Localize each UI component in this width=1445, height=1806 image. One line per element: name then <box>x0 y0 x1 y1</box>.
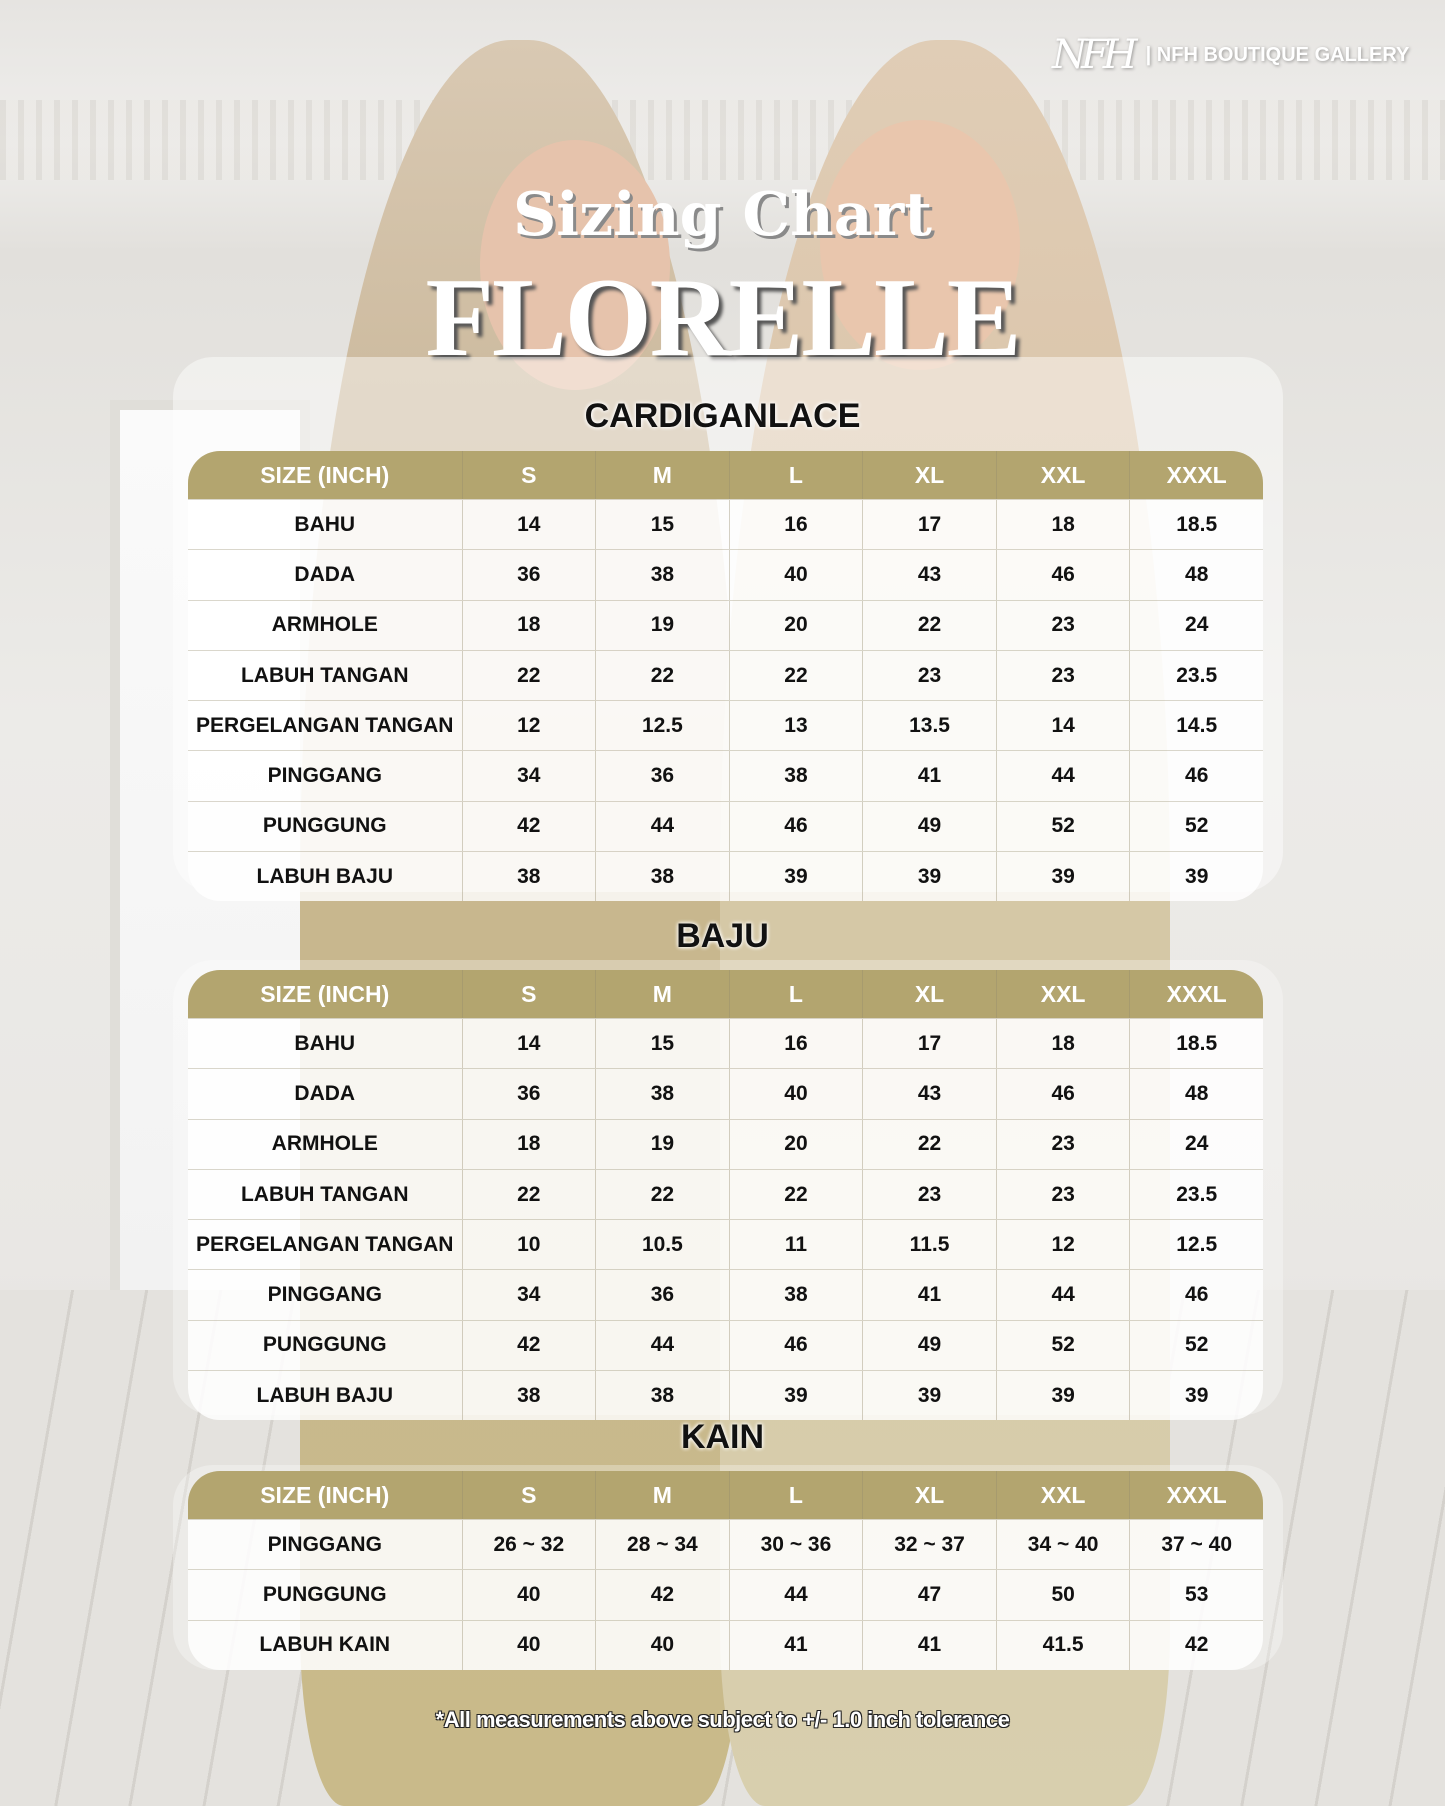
measurement-value: 11 <box>729 1220 863 1269</box>
table-row <box>188 1620 1263 1670</box>
column-header-size: XL <box>862 970 996 1018</box>
measurement-value: 53 <box>1129 1570 1263 1619</box>
column-header-size: S <box>462 1471 596 1519</box>
measurement-value: 38 <box>462 852 596 901</box>
measurement-label: ARMHOLE <box>271 613 378 637</box>
measurement-label: PINGGANG <box>267 764 382 788</box>
measurement-label: PERGELANGAN TANGAN <box>196 1232 454 1256</box>
table-row <box>188 1219 1263 1269</box>
measurement-value: 23 <box>862 651 996 700</box>
measurement-value: 34 <box>462 751 596 800</box>
measurement-value: 18 <box>462 1120 596 1169</box>
brand-logo <box>1052 32 1409 78</box>
measurement-value: 40 <box>462 1621 596 1670</box>
measurement-value: 39 <box>729 852 863 901</box>
table-row <box>188 1370 1263 1420</box>
measurement-value: 46 <box>1129 1270 1263 1319</box>
tolerance-footnote: *All measurements above subject to +/- 1.0 inch tolerance <box>435 1707 1010 1732</box>
measurement-value: 24 <box>1129 601 1263 650</box>
measurement-value: 36 <box>462 550 596 599</box>
measurement-label: DADA <box>294 1081 356 1105</box>
measurement-label: PUNGGUNG <box>262 1582 387 1606</box>
measurement-value: 15 <box>595 500 729 549</box>
table-header-row <box>188 970 1263 1018</box>
measurement-value: 18 <box>996 1019 1130 1068</box>
measurement-value: 23 <box>996 1120 1130 1169</box>
column-header-size: XXXL <box>1129 970 1263 1018</box>
measurement-value: 39 <box>996 1371 1130 1420</box>
measurement-value: 23 <box>862 1170 996 1219</box>
table-row <box>188 1018 1263 1068</box>
measurement-value: 46 <box>996 1069 1130 1118</box>
column-header-size: S <box>462 451 596 499</box>
measurement-label: BAHU <box>294 512 356 536</box>
measurement-value: 38 <box>595 1371 729 1420</box>
measurement-value: 49 <box>862 802 996 851</box>
measurement-value: 30 ~ 36 <box>729 1520 863 1569</box>
measurement-value: 49 <box>862 1321 996 1370</box>
size-table-baju <box>188 970 1263 1420</box>
measurement-value: 52 <box>1129 802 1263 851</box>
section-title-cardiganlace: CARDIGANLACE <box>584 397 861 435</box>
measurement-value: 38 <box>729 751 863 800</box>
measurement-value: 50 <box>996 1570 1130 1619</box>
measurement-value: 18.5 <box>1129 500 1263 549</box>
measurement-value: 18.5 <box>1129 1019 1263 1068</box>
measurement-value: 22 <box>729 651 863 700</box>
column-header-size: XL <box>862 451 996 499</box>
column-header-size: XXXL <box>1129 1471 1263 1519</box>
measurement-value: 39 <box>862 852 996 901</box>
measurement-value: 19 <box>595 601 729 650</box>
measurement-value: 44 <box>996 1270 1130 1319</box>
measurement-value: 52 <box>996 1321 1130 1370</box>
measurement-value: 43 <box>862 550 996 599</box>
table-row <box>188 549 1263 599</box>
table-row <box>188 801 1263 851</box>
size-table-cardiganlace <box>188 451 1263 901</box>
measurement-value: 10.5 <box>595 1220 729 1269</box>
measurement-value: 12 <box>996 1220 1130 1269</box>
measurement-value: 32 ~ 37 <box>862 1520 996 1569</box>
table-header-row <box>188 451 1263 499</box>
measurement-value: 44 <box>595 1321 729 1370</box>
measurement-label: DADA <box>294 562 356 586</box>
measurement-value: 48 <box>1129 1069 1263 1118</box>
measurement-value: 44 <box>996 751 1130 800</box>
column-header-size: M <box>595 970 729 1018</box>
measurement-label: BAHU <box>294 1031 356 1055</box>
measurement-value: 12 <box>462 701 596 750</box>
measurement-value: 13 <box>729 701 863 750</box>
measurement-value: 18 <box>996 500 1130 549</box>
measurement-value: 47 <box>862 1570 996 1619</box>
table-row <box>188 1569 1263 1619</box>
measurement-value: 14 <box>996 701 1130 750</box>
measurement-value: 41 <box>862 751 996 800</box>
measurement-value: 38 <box>595 1069 729 1118</box>
table-row <box>188 700 1263 750</box>
measurement-value: 38 <box>729 1270 863 1319</box>
table-header-row <box>188 1471 1263 1519</box>
measurement-value: 26 ~ 32 <box>462 1520 596 1569</box>
measurement-value: 14 <box>462 500 596 549</box>
table-row <box>188 650 1263 700</box>
measurement-value: 41 <box>862 1270 996 1319</box>
measurement-value: 18 <box>462 601 596 650</box>
column-header-size: XXL <box>996 451 1130 499</box>
measurement-value: 24 <box>1129 1120 1263 1169</box>
column-header-size: XL <box>862 1471 996 1519</box>
measurement-value: 22 <box>595 651 729 700</box>
measurement-value: 48 <box>1129 550 1263 599</box>
measurement-value: 14 <box>462 1019 596 1068</box>
measurement-value: 46 <box>1129 751 1263 800</box>
measurement-label: LABUH KAIN <box>259 1633 391 1657</box>
table-row <box>188 750 1263 800</box>
measurement-value: 23 <box>996 601 1130 650</box>
measurement-value: 16 <box>729 1019 863 1068</box>
table-row <box>188 1068 1263 1118</box>
measurement-value: 44 <box>729 1570 863 1619</box>
measurement-value: 10 <box>462 1220 596 1269</box>
measurement-value: 23 <box>996 1170 1130 1219</box>
measurement-label: PINGGANG <box>267 1532 382 1556</box>
measurement-value: 41 <box>729 1621 863 1670</box>
measurement-label: PERGELANGAN TANGAN <box>196 713 454 737</box>
measurement-value: 22 <box>462 1170 596 1219</box>
size-table-kain <box>188 1471 1263 1670</box>
measurement-label: PUNGGUNG <box>262 1333 387 1357</box>
measurement-value: 34 ~ 40 <box>996 1520 1130 1569</box>
column-header-measurement: SIZE (INCH) <box>260 1481 390 1508</box>
measurement-label: PINGGANG <box>267 1283 382 1307</box>
measurement-value: 12.5 <box>1129 1220 1263 1269</box>
measurement-value: 19 <box>595 1120 729 1169</box>
measurement-value: 38 <box>595 852 729 901</box>
measurement-value: 41 <box>862 1621 996 1670</box>
measurement-value: 28 ~ 34 <box>595 1520 729 1569</box>
measurement-value: 52 <box>1129 1321 1263 1370</box>
measurement-value: 39 <box>1129 1371 1263 1420</box>
subtitle: Sizing Chart <box>512 180 933 250</box>
measurement-value: 11.5 <box>862 1220 996 1269</box>
measurement-value: 36 <box>462 1069 596 1118</box>
measurement-label: LABUH BAJU <box>256 864 393 888</box>
measurement-value: 38 <box>595 550 729 599</box>
measurement-value: 39 <box>862 1371 996 1420</box>
measurement-value: 12.5 <box>595 701 729 750</box>
column-header-size: XXL <box>996 1471 1130 1519</box>
measurement-value: 17 <box>862 500 996 549</box>
measurement-value: 23.5 <box>1129 651 1263 700</box>
measurement-label: ARMHOLE <box>271 1132 378 1156</box>
measurement-value: 34 <box>462 1270 596 1319</box>
measurement-value: 23 <box>996 651 1130 700</box>
measurement-value: 42 <box>1129 1621 1263 1670</box>
measurement-value: 52 <box>996 802 1130 851</box>
measurement-label: LABUH TANGAN <box>240 1182 409 1206</box>
measurement-value: 36 <box>595 751 729 800</box>
nfh-logo-mark: NFH <box>1052 32 1132 78</box>
measurement-value: 44 <box>595 802 729 851</box>
section-title-kain: KAIN <box>680 1418 765 1456</box>
column-header-size: XXL <box>996 970 1130 1018</box>
measurement-value: 22 <box>862 1120 996 1169</box>
measurement-value: 46 <box>996 550 1130 599</box>
measurement-value: 43 <box>862 1069 996 1118</box>
column-header-size: L <box>729 970 863 1018</box>
measurement-label: PUNGGUNG <box>262 814 387 838</box>
measurement-value: 22 <box>862 601 996 650</box>
column-header-size: L <box>729 1471 863 1519</box>
measurement-value: 38 <box>462 1371 596 1420</box>
measurement-value: 40 <box>729 1069 863 1118</box>
measurement-value: 13.5 <box>862 701 996 750</box>
measurement-value: 22 <box>729 1170 863 1219</box>
table-row <box>188 600 1263 650</box>
measurement-value: 39 <box>729 1371 863 1420</box>
table-row <box>188 1269 1263 1319</box>
measurement-value: 20 <box>729 601 863 650</box>
column-header-measurement: SIZE (INCH) <box>260 461 390 488</box>
column-header-size: S <box>462 970 596 1018</box>
table-row <box>188 1169 1263 1219</box>
measurement-value: 39 <box>1129 852 1263 901</box>
measurement-value: 40 <box>595 1621 729 1670</box>
column-header-measurement: SIZE (INCH) <box>260 980 390 1007</box>
table-row <box>188 1519 1263 1569</box>
measurement-value: 42 <box>462 1321 596 1370</box>
measurement-value: 22 <box>595 1170 729 1219</box>
measurement-value: 22 <box>462 651 596 700</box>
column-header-size: M <box>595 1471 729 1519</box>
measurement-label: LABUH TANGAN <box>240 663 409 687</box>
column-header-size: L <box>729 451 863 499</box>
column-header-size: M <box>595 451 729 499</box>
measurement-value: 23.5 <box>1129 1170 1263 1219</box>
measurement-value: 37 ~ 40 <box>1129 1520 1263 1569</box>
table-row <box>188 1320 1263 1370</box>
measurement-value: 41.5 <box>996 1621 1130 1670</box>
table-row <box>188 499 1263 549</box>
measurement-value: 46 <box>729 802 863 851</box>
measurement-value: 40 <box>729 550 863 599</box>
measurement-value: 42 <box>462 802 596 851</box>
measurement-value: 36 <box>595 1270 729 1319</box>
table-row <box>188 851 1263 901</box>
table-row <box>188 1119 1263 1169</box>
measurement-value: 46 <box>729 1321 863 1370</box>
measurement-value: 15 <box>595 1019 729 1068</box>
measurement-value: 20 <box>729 1120 863 1169</box>
column-header-size: XXXL <box>1129 451 1263 499</box>
measurement-label: LABUH BAJU <box>256 1383 393 1407</box>
brand-name: | NFH BOUTIQUE GALLERY <box>1145 43 1410 66</box>
page-title: FLORELLE <box>425 256 1020 380</box>
measurement-value: 40 <box>462 1570 596 1619</box>
measurement-value: 39 <box>996 852 1130 901</box>
measurement-value: 17 <box>862 1019 996 1068</box>
measurement-value: 42 <box>595 1570 729 1619</box>
measurement-value: 16 <box>729 500 863 549</box>
wall-molding <box>0 100 1445 180</box>
measurement-value: 14.5 <box>1129 701 1263 750</box>
section-title-baju: BAJU <box>676 917 769 955</box>
